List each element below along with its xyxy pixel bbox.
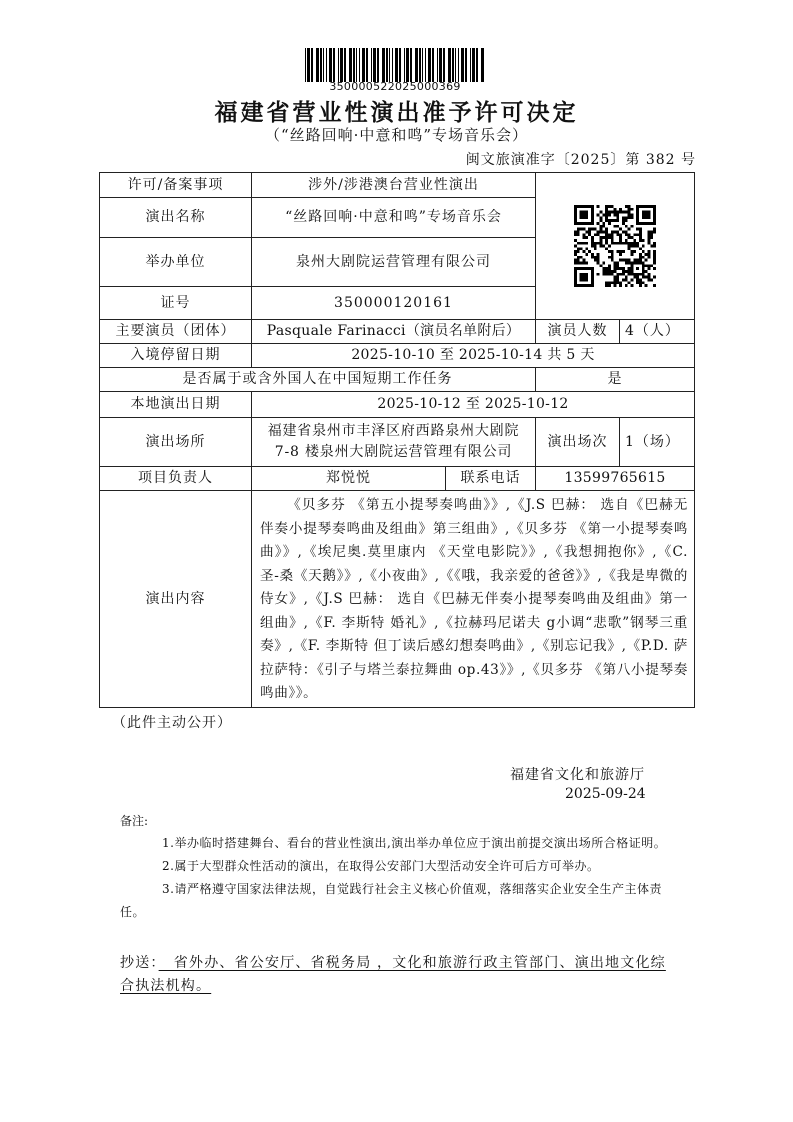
local-date-value: 2025-10-12 至 2025-10-12 bbox=[251, 391, 695, 418]
note-item: 3.请严格遵守国家法律法规，自觉践行社会主义核心价值观，落细落实企业安全生产主体责任。 bbox=[120, 882, 662, 919]
stay-period-value: 2025-10-10 至 2025-10-14 共 5 天 bbox=[251, 343, 695, 368]
permit-item-label: 许可/备案事项 bbox=[99, 172, 252, 198]
document-subtitle: （“丝路回响·中意和鸣”专场音乐会） bbox=[264, 126, 529, 144]
permit-table bbox=[99, 172, 695, 708]
content-value: 《贝多芬 《第五小提琴奏鸣曲》》,《J.S 巴赫： 选自《巴赫无伴奏小提琴奏鸣曲及组曲》第三组曲》,《贝多芬 《第一小提琴奏鸣曲》》,《埃尼奥.莫里康内 《天堂电影院》》,《我想拥抱你》,《C. 圣-桑《天鹅》》,《小夜曲》,《《哦，我亲爱的爸爸》》,《我是卑微的侍女》,《J.S 巴赫： 选自《巴赫无伴奏小提琴奏鸣曲及组曲》第一组曲》,《F. 李斯特 婚礼》,《拉赫玛尼诺夫 g小调“悲歌”钢琴三重奏》,《F. 李斯特 但丁读后感幻想奏鸣曲》,《别忘记我》,《P.D. 萨拉萨特：《引子与塔兰泰拉舞曲 op.43》》,《贝多芬 《第八小提琴奏鸣曲》》。 bbox=[251, 490, 695, 708]
note-item: 1.举办临时搭建舞台、看台的营业性演出,演出举办单位应于演出前提交演出场所合格证明。 bbox=[162, 836, 667, 850]
barcode-icon bbox=[305, 48, 485, 82]
stay-period-label: 入境停留日期 bbox=[99, 343, 252, 368]
barcode-number: 350000522025000369 bbox=[329, 80, 461, 93]
cc-recipients: 省外办、省公安厅、省税务局 ，文化和旅游行政主管部门、演出地文化综合执法机构。 bbox=[120, 955, 666, 994]
carbon-copy bbox=[120, 952, 680, 998]
permit-item-value: 涉外/涉港澳台营业性演出 bbox=[251, 172, 536, 198]
qr-code-icon bbox=[574, 205, 656, 287]
sessions-value: 1（场） bbox=[619, 417, 695, 467]
document-number: 闽文旅演准字〔2025〕第 382 号 bbox=[465, 152, 696, 168]
performer-count-value: 4（人） bbox=[619, 319, 695, 344]
foreign-work-label: 是否属于或含外国人在中国短期工作任务 bbox=[99, 367, 536, 392]
cc-label: 抄送： bbox=[120, 955, 159, 971]
phone-value: 13599765615 bbox=[535, 466, 695, 491]
notes-title: 备注: bbox=[120, 814, 149, 828]
phone-label: 联系电话 bbox=[445, 466, 536, 491]
organizer-label: 举办单位 bbox=[99, 237, 252, 287]
main-performer-value: Pasquale Farinacci（演员名单附后） bbox=[251, 319, 536, 344]
show-name-label: 演出名称 bbox=[99, 197, 252, 238]
organizer-value: 泉州大剧院运营管理有限公司 bbox=[251, 237, 536, 287]
sessions-label: 演出场次 bbox=[535, 417, 620, 467]
note-item: 2.属于大型群众性活动的演出，在取得公安部门大型活动安全许可后方可举办。 bbox=[162, 859, 600, 873]
venue-value: 福建省泉州市丰泽区府西路泉州大剧院 7-8 楼泉州大剧院运营管理有限公司 bbox=[251, 417, 536, 467]
manager-value: 郑悦悦 bbox=[251, 466, 446, 491]
license-no-label: 证号 bbox=[99, 286, 252, 320]
issue-date: 2025-09-24 bbox=[565, 786, 646, 802]
manager-label: 项目负责人 bbox=[99, 466, 252, 491]
content-label: 演出内容 bbox=[99, 490, 252, 708]
public-disclosure-note: （此件主动公开） bbox=[112, 715, 232, 731]
foreign-work-value: 是 bbox=[535, 367, 695, 392]
license-no-value: 350000120161 bbox=[251, 286, 536, 320]
document-title: 福建省营业性演出准予许可决定 bbox=[214, 100, 579, 126]
venue-label: 演出场所 bbox=[99, 417, 252, 467]
performer-count-label: 演员人数 bbox=[535, 319, 620, 344]
issuing-authority: 福建省文化和旅游厅 bbox=[510, 767, 645, 783]
show-name-value: “丝路回响·中意和鸣”专场音乐会 bbox=[251, 197, 536, 238]
main-performer-label: 主要演员（团体） bbox=[99, 319, 252, 344]
local-date-label: 本地演出日期 bbox=[99, 391, 252, 418]
qr-code-cell bbox=[535, 172, 695, 320]
